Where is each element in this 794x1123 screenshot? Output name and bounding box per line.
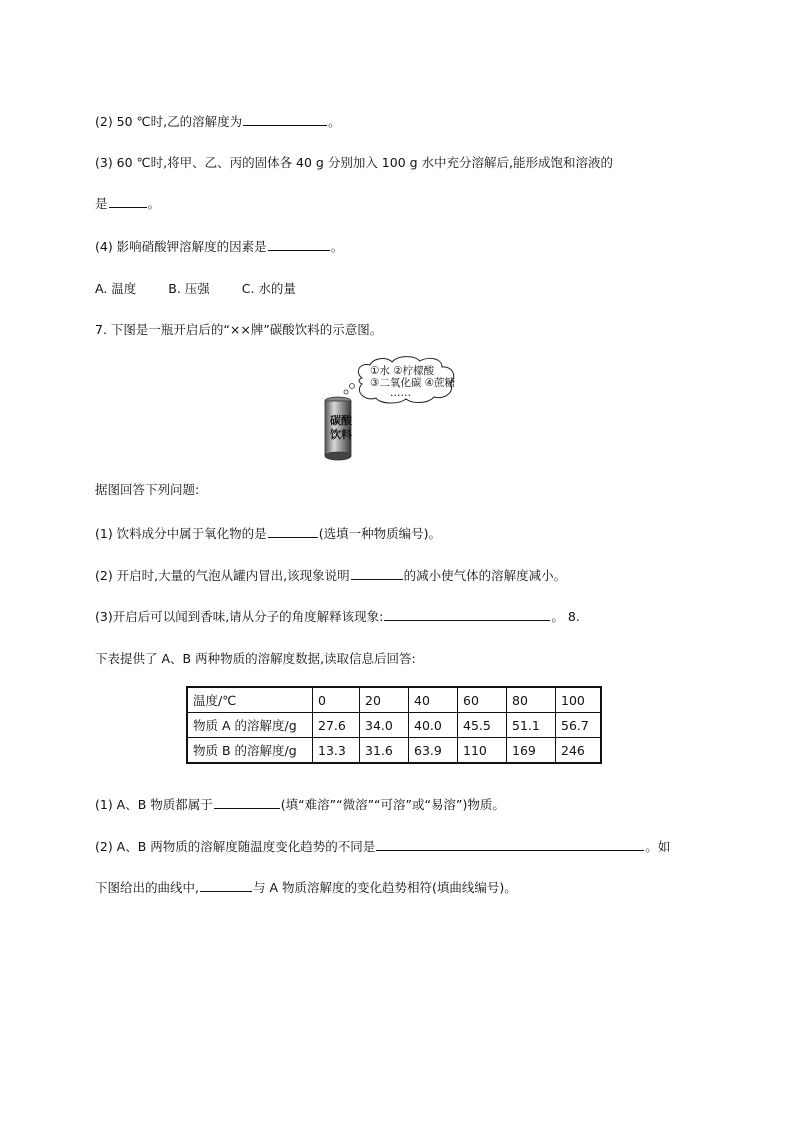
answer-blank[interactable] (351, 567, 403, 580)
table-row: 物质 A 的溶解度/g 27.6 34.0 40.0 45.5 51.1 56.7 (187, 713, 601, 738)
q6-options (95, 279, 296, 297)
q8-part2: (2) A、B 两物质的溶解度随温度变化趋势的不同是 。如 (95, 839, 671, 854)
soda-can-illustration (318, 356, 478, 466)
q7-prompt: 据图回答下列问题: (95, 482, 200, 497)
q7-part3: (3)开启后可以闻到香味,请从分子的角度解释该现象: 。 8. (95, 609, 580, 624)
q6-part2: (2) 50 ℃时,乙的溶解度为 。 (95, 114, 341, 129)
table-row: 物质 B 的溶解度/g 13.3 31.6 63.9 110 169 246 (187, 738, 601, 764)
q7-stem: 7. 下图是一瓶开启后的“××牌”碳酸饮料的示意图。 (95, 322, 383, 337)
can-label-line2: 饮料 (330, 428, 352, 441)
answer-blank[interactable] (109, 195, 147, 208)
bubble-icon (344, 390, 348, 394)
cloud-line1: ①水 ②柠檬酸 (370, 365, 435, 377)
answer-blank[interactable] (214, 796, 280, 809)
can-label-line1: 碳酸 (330, 414, 352, 427)
solubility-table (186, 686, 602, 764)
cloud-line3: …… (390, 387, 411, 399)
q8-stem: 下表提供了 A、B 两种物质的溶解度数据,读取信息后回答: (95, 651, 416, 666)
q8-part1: (1) A、B 物质都属于 (填“难溶”“微溶”“可溶”或“易溶”)物质。 (95, 797, 505, 812)
can-icon (325, 397, 353, 460)
q6-part3: (3) 60 ℃时,将甲、乙、丙的固体各 40 g 分别加入 100 g 水中充分溶解后,能形成饱和溶液的 (95, 155, 614, 170)
answer-blank[interactable] (268, 238, 330, 251)
answer-blank[interactable] (268, 525, 318, 538)
answer-blank[interactable] (376, 838, 644, 851)
option-b: B. 压强 (168, 281, 210, 296)
answer-blank[interactable] (384, 608, 550, 621)
option-a: A. 温度 (95, 281, 137, 296)
q8-part2-cont: 下图给出的曲线中, 与 A 物质溶解度的变化趋势相符(填曲线编号)。 (95, 880, 517, 895)
soda-can-figure (318, 356, 478, 466)
cloud-line2: ③二氧化碳 ④蔗糖 (370, 377, 456, 389)
q7-part2: (2) 开启时,大量的气泡从罐内冒出,该现象说明 的减小使气体的溶解度减小。 (95, 568, 567, 583)
q6-part4: (4) 影响硝酸钾溶解度的因素是 。 (95, 239, 344, 254)
answer-blank[interactable] (200, 879, 252, 892)
bubble-icon (350, 384, 355, 389)
option-c: C. 水的量 (241, 281, 296, 296)
q6-part3-cont: 是 。 (95, 196, 161, 211)
table-row: 温度/℃ 0 20 40 60 80 100 (187, 687, 601, 713)
answer-blank[interactable] (243, 113, 327, 126)
q7-part1: (1) 饮料成分中属于氧化物的是 (选填一种物质编号)。 (95, 526, 441, 541)
